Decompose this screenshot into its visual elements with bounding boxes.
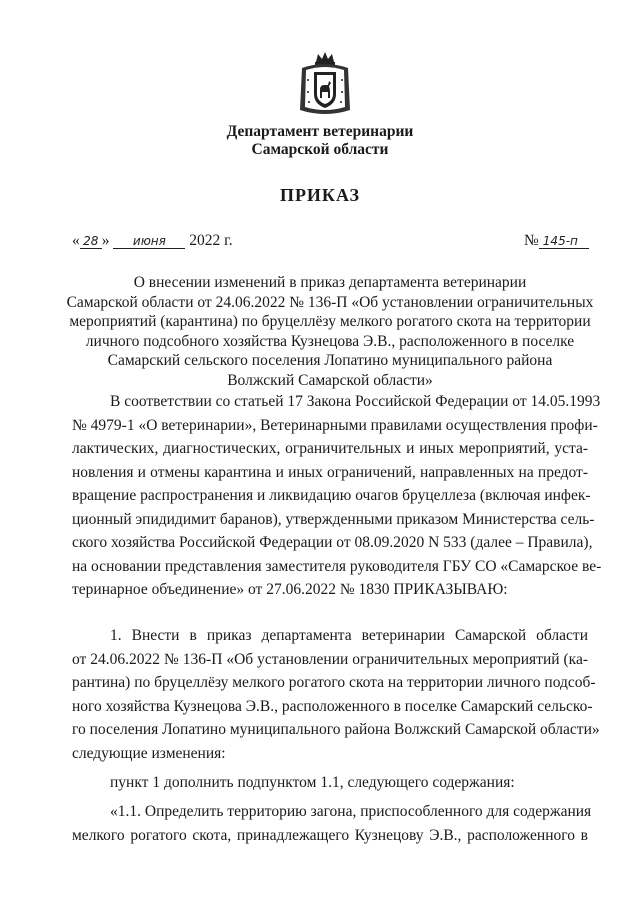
body-paragraph-subitem-1-1: «1.1. Определить территорию загона, приспособленного для содержания мелкого рогатого скота, принадлежащего Кузнецову Э.В., расположенного в xyxy=(72,803,592,844)
date-day: 28 xyxy=(80,234,102,249)
document-number-value: 145-п xyxy=(539,234,589,249)
document-subject xyxy=(60,273,600,390)
subject-line: мероприятий (карантина) по бруцеллёзу мелкого рогатого скота на территории xyxy=(69,313,591,330)
subject-line: Самарский сельского поселения Лопатино муниципального района xyxy=(107,352,553,369)
subject-line: О внесении изменений в приказ департамента ветеринарии xyxy=(133,274,527,291)
subject-line: Волжский Самарской области» xyxy=(227,371,433,389)
document-number: № 145-п xyxy=(524,232,589,250)
subject-line: Самарской области от 24.06.2022 № 136-П «Об установлении ограничительных xyxy=(66,293,594,311)
document-title: ПРИКАЗ xyxy=(279,185,361,205)
document-date: « 28 » июня 2022 г. xyxy=(72,232,233,249)
body-paragraph-item-1: 1. Внести в приказ департамента ветеринарии Самарской области от 24.06.2022 № 136-П «Об установлении ограничительных мероприятий (ка- рантина) по бруцеллёзу мелкого рогатого скота на территории личного подсоб- ного хозяйства Кузнецова Э.В., расположенного в поселке Самарский сельско- го поселения Лопатино муниципального района Волжский Самарской области» следующие изменения: xyxy=(72,627,600,762)
subject-line: личного подсобного хозяйства Кузнецова Э.В., расположенного в поселке xyxy=(85,332,575,350)
date-month: июня xyxy=(113,234,185,249)
date-year: 2022 г. xyxy=(189,232,233,249)
coat-of-arms-icon xyxy=(296,50,354,118)
organization-region: Самарской области xyxy=(251,141,389,158)
body-paragraph-item-1-amendment: пункт 1 дополнить подпунктом 1.1, следующего содержания: xyxy=(110,774,515,791)
organization-name: Департамент ветеринарии xyxy=(226,123,414,140)
body-paragraph-preamble: В соответствии со статьей 17 Закона Российской Федерации от 14.05.1993 № 4979-1 «О ветеринарии», Ветеринарными правилами осуществления профи- лактических, диагностических, ограничительных и иных мероприятий, уста- новления и отмены карантина и иных ограничений, направленных на предот- вращение распространения и ликвидацию очагов бруцеллеза (включая инфек- ционный эпидидимит баранов), утвержденными приказом Министерства сель- ского хозяйства Российской Федерации от 08.09.2020 N 533 (далее – Правила), на основании представления заместителя руководителя ГБУ СО «Самарское ве- теринарное объединение» от 27.06.2022 № 1830 ПРИКАЗЫВАЮ: xyxy=(72,393,602,598)
